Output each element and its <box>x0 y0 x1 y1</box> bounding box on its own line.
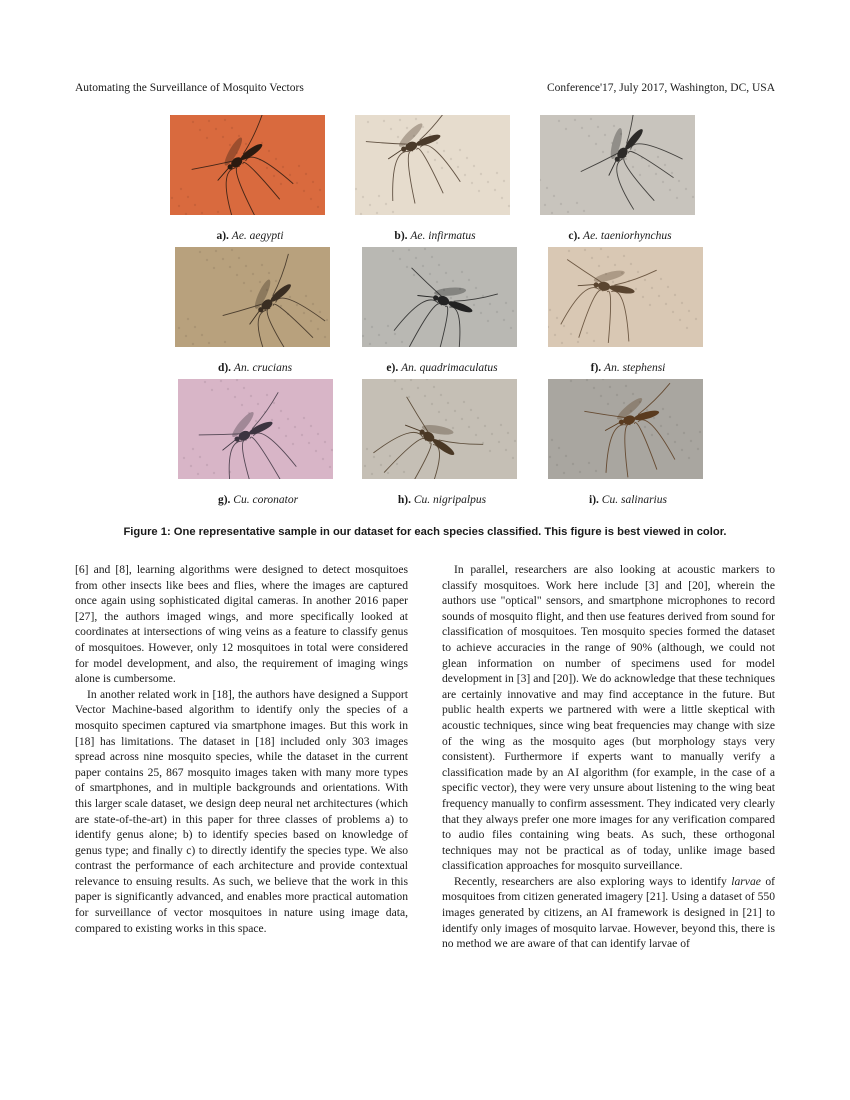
mosquito-photo <box>548 379 703 479</box>
mosquito-photo <box>548 247 703 347</box>
panel-caption: h). Cu. nigripalpus <box>397 494 487 506</box>
figure-row <box>165 115 705 245</box>
paragraph: [6] and [8], learning algorithms were designed to detect mosquitoes from other insects like bees and flies, where the images are captured once again using sophisticated digital cameras. In another 2016 paper [27], the authors imaged wings, and more specifically looked at coordinates at intersections of wing veins as a feature to classify genus of mosquitoes. However, only 12 mosquitoes in total were considered for model development, and also, the requirement of imaging wings alone is cumbersome. <box>75 563 408 686</box>
mosquito-illustration <box>175 247 330 347</box>
right-column <box>442 562 775 952</box>
mosquito-photo <box>175 247 330 347</box>
header-venue: Conference'17, July 2017, Washington, DC, USA <box>546 82 775 94</box>
panel-caption: b). Ae. infirmatus <box>394 230 476 242</box>
figure-row <box>165 247 705 377</box>
mosquito-photo <box>178 379 333 479</box>
mosquito-photo <box>362 379 517 479</box>
mosquito-illustration <box>362 247 517 347</box>
mosquito-illustration <box>178 379 333 479</box>
figure-row <box>165 379 705 509</box>
panel-caption: f). An. stephensi <box>590 362 666 374</box>
figure-panel-f <box>543 247 713 377</box>
panel-caption: i). Cu. salinarius <box>589 494 667 506</box>
figure-panel-d <box>170 247 340 377</box>
figure-panel-h <box>357 379 527 509</box>
mosquito-photo <box>540 115 695 215</box>
paragraph: In parallel, researchers are also looking at acoustic markers to classify mosquitoes. Work here include [3] and [20], wherein the authors use "optical" sensors, and smartphone microphones to record sounds of mosquito flight, and then use features derived from sound for classification of mosquitoes. Ten mosquito species formed the dataset to achieve accuracies in the range of 90% (although, we could not glean information on number of specimens used for model development in [3] and [20]). We do acknowledge that these techniques are certainly innovative and may find acceptance in the future. But public health experts we partnered with were a little skeptical with acoustic techniques, since wing beat frequencies may change with size of the wing as the mosquito ages (but morphology stays very consistent). Furthermore if experts want to manually verify a classification made by an AI algorithm (for example, in the case of a specific vector), they were very unsure about listening to the wing beat frequency manually to confirm assessment. They indicated very clearly that they always prefer one more images for any verification compared to audio files containing wing beats. As such, these orthogonal techniques may not be practical as of today, unlike image based classification approaches for mosquito surveillance. <box>442 563 775 873</box>
running-header <box>75 80 775 96</box>
mosquito-illustration <box>355 115 510 215</box>
mosquito-photo <box>355 115 510 215</box>
panel-caption: c). Ae. taeniorhynchus <box>568 230 672 242</box>
mosquito-illustration <box>170 115 325 215</box>
panel-caption: e). An. quadrimaculatus <box>386 362 498 374</box>
figure-panel-e <box>357 247 527 377</box>
paragraph: In another related work in [18], the authors have designed a Support Vector Machine-based algorithm to identify only the species of a mosquito specimen captured via smartphone images. But this work in [18] has limitations. The dataset in [18] included only 303 images spread across nine mosquito species, while the dataset in the current paper contains 25, 867 mosquito images taken with many more types of smartphones, and in multiple backgrounds and orientations. With this larger scale dataset, we design deep neural net architectures (which are state-of-the-art) in this paper for three classes of problems a) to identify genus alone; b) to identify species based on knowledge of genus type; and finally c) to directly identify the species type. We also contrast the performance of each architecture and provide contextual relevance to ensuing results. As such, we believe that the work in this paper is significantly advanced, and enables more practical automation for surveillance of vector mosquitoes in nature using image data, compared to existing works in this space. <box>75 687 408 935</box>
left-column <box>75 562 408 936</box>
figure-panel-i <box>543 379 713 509</box>
mosquito-photo <box>170 115 325 215</box>
mosquito-illustration <box>548 247 703 347</box>
mosquito-illustration <box>540 115 695 215</box>
emphasis-larvae: larvae <box>731 874 761 888</box>
figure-panel-b <box>350 115 520 245</box>
mosquito-illustration <box>362 379 517 479</box>
mosquito-photo <box>362 247 517 347</box>
panel-caption: d). An. crucians <box>217 362 293 374</box>
figure-panel-c <box>535 115 705 245</box>
panel-caption: a). Ae. aegypti <box>216 230 284 242</box>
figure-caption: Figure 1: One representative sample in our dataset for each species classified. This figure is best viewed in color. <box>123 526 727 538</box>
figure-panel-g <box>173 379 343 509</box>
header-title: Automating the Surveillance of Mosquito Vectors <box>75 82 304 94</box>
paragraph: Recently, researchers are also exploring ways to identify larvae of mosquitoes from citizen generated imagery [21]. Using a dataset of 550 images generated by citizens, an AI framework is designed in [21] to identify only images of mosquito larvae. However, beyond this, there is no method we are aware of that can identify larvae of <box>442 874 775 951</box>
figure-panel-a <box>165 115 335 245</box>
mosquito-illustration <box>548 379 703 479</box>
panel-caption: g). Cu. coronator <box>217 494 299 506</box>
